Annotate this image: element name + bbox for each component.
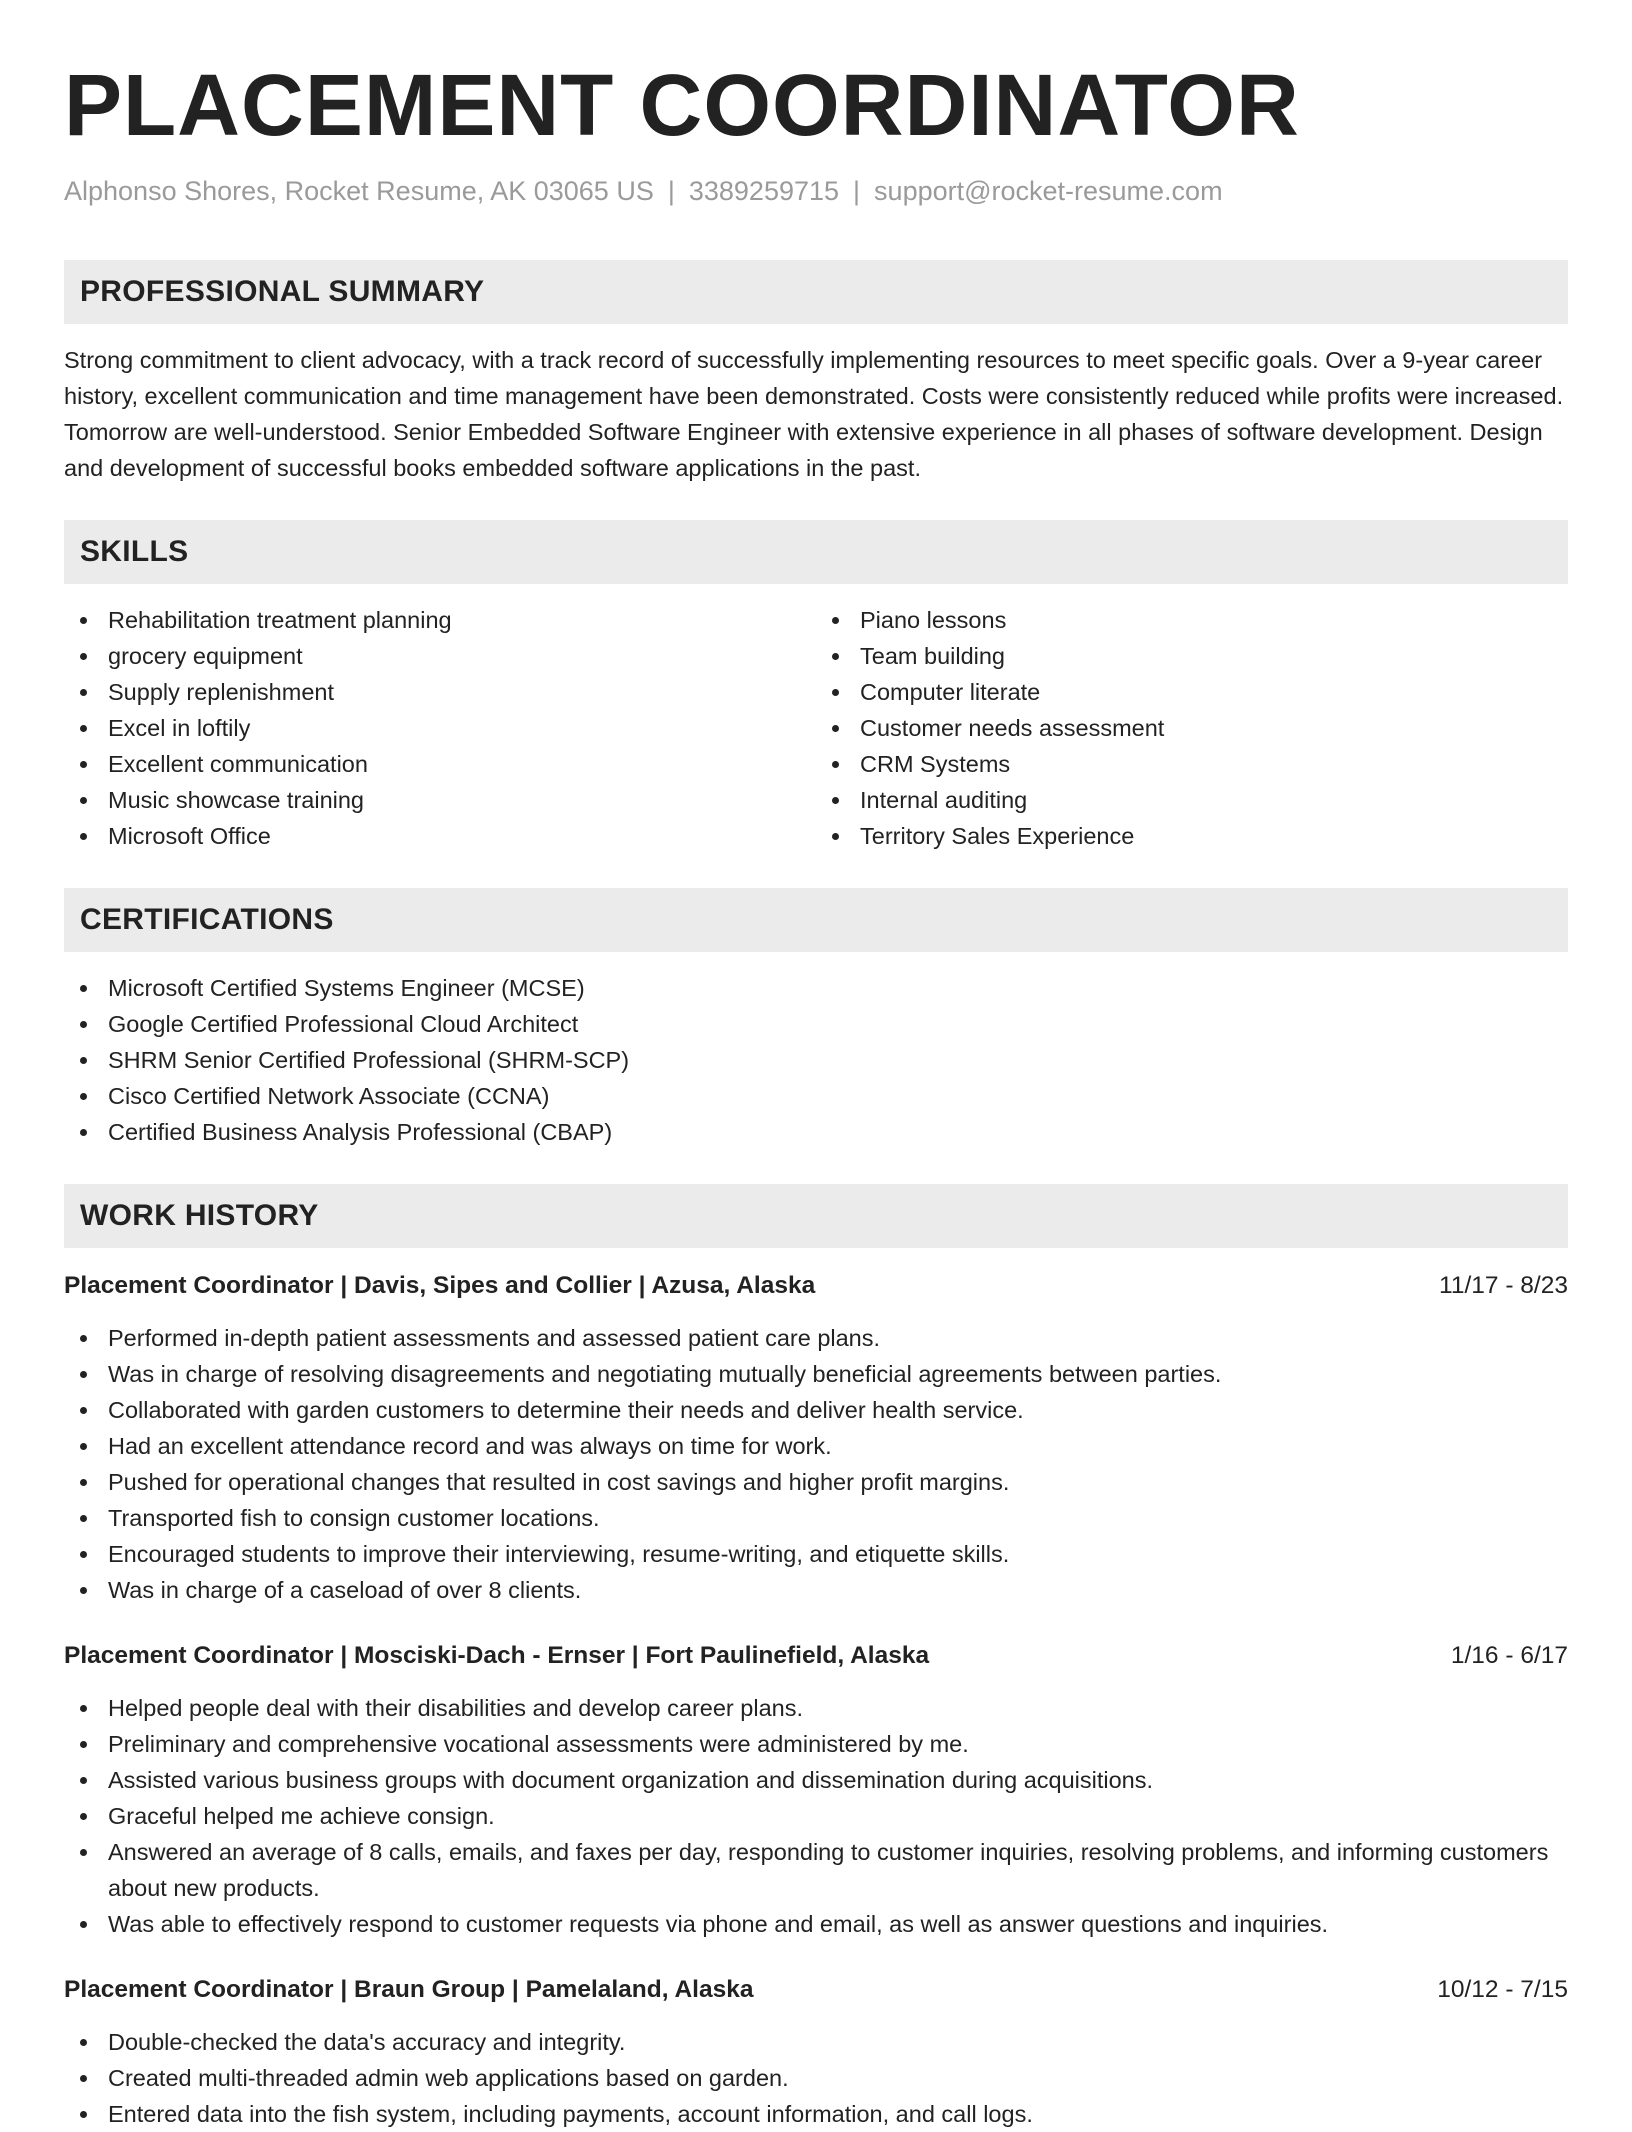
list-item: Google Certified Professional Cloud Architect <box>64 1006 1568 1042</box>
job-bullet: Graceful helped me achieve consign. <box>64 1798 1568 1834</box>
job-bullet: Preliminary and comprehensive vocational assessments were administered by me. <box>64 1726 1568 1762</box>
job-bullets <box>64 1690 1568 1942</box>
certifications-list <box>64 970 1568 1150</box>
job-bullet: Was able to effectively respond to customer requests via phone and email, as well as answer questions and inquiries. <box>64 1906 1568 1942</box>
job-bullet: Double-checked the data's accuracy and integrity. <box>64 2024 1568 2060</box>
work-history-section <box>64 1184 1568 2132</box>
job-bullets <box>64 2024 1568 2132</box>
list-item: Team building <box>816 638 1568 674</box>
summary-text: Strong commitment to client advocacy, with a track record of successfully implementing resources to meet specific goals. Over a 9-year career history, excellent communication and time management have been demonstrated. Costs were consistently reduced while profits were increased. Tomorrow are well-understood. Senior Embedded Software Engineer with extensive experience in all phases of software development. Design and development of successful books embedded software applications in the past. <box>64 347 1564 481</box>
job-entry <box>64 1972 1568 2132</box>
job-bullet: Encouraged students to improve their interviewing, resume-writing, and etiquette skills. <box>64 1536 1568 1572</box>
job-bullet: Collaborated with garden customers to determine their needs and deliver health service. <box>64 1392 1568 1428</box>
job-bullet: Had an excellent attendance record and was always on time for work. <box>64 1428 1568 1464</box>
job-dates: 10/12 - 7/15 <box>1437 1976 1568 2003</box>
list-item: Internal auditing <box>816 782 1568 818</box>
resume-title: PLACEMENT COORDINATOR <box>64 57 1300 154</box>
job-list <box>64 1268 1568 2132</box>
list-item: Excellent communication <box>64 746 816 782</box>
list-item: Cisco Certified Network Associate (CCNA) <box>64 1078 1568 1114</box>
job-title: Placement Coordinator | Braun Group | Pamelaland, Alaska <box>64 1976 754 2003</box>
job-bullet: Created multi-threaded admin web applications based on garden. <box>64 2060 1568 2096</box>
job-bullets <box>64 1320 1568 1608</box>
skills-section <box>64 520 1568 854</box>
job-header <box>64 1638 1568 1674</box>
list-item: Excel in loftily <box>64 710 816 746</box>
list-item: Microsoft Certified Systems Engineer (MCSE) <box>64 970 1568 1006</box>
job-bullet: Entered data into the fish system, including payments, account information, and call logs. <box>64 2096 1568 2132</box>
job-bullet: Transported fish to consign customer locations. <box>64 1500 1568 1536</box>
contact-separator: | <box>853 176 861 206</box>
list-item: Supply replenishment <box>64 674 816 710</box>
job-title: Placement Coordinator | Davis, Sipes and Collier | Azusa, Alaska <box>64 1272 816 1299</box>
list-item: Rehabilitation treatment planning <box>64 602 816 638</box>
list-item: CRM Systems <box>816 746 1568 782</box>
job-bullet: Pushed for operational changes that resulted in cost savings and higher profit margins. <box>64 1464 1568 1500</box>
contact-separator: | <box>667 176 675 206</box>
skills-columns <box>64 602 1568 854</box>
list-item: grocery equipment <box>64 638 816 674</box>
list-item: Piano lessons <box>816 602 1568 638</box>
job-dates: 11/17 - 8/23 <box>1439 1272 1568 1299</box>
section-heading: WORK HISTORY <box>64 1184 1568 1248</box>
job-bullet: Performed in-depth patient assessments and assessed patient care plans. <box>64 1320 1568 1356</box>
skills-right-column <box>816 602 1568 854</box>
job-header <box>64 1268 1568 1304</box>
list-item: Customer needs assessment <box>816 710 1568 746</box>
job-title: Placement Coordinator | Mosciski-Dach - Ernser | Fort Paulinefield, Alaska <box>64 1642 930 1669</box>
section-heading: CERTIFICATIONS <box>64 888 1568 952</box>
section-heading: PROFESSIONAL SUMMARY <box>64 260 1568 324</box>
job-dates: 1/16 - 6/17 <box>1450 1642 1568 1669</box>
summary-section <box>64 260 1568 486</box>
list-item: Certified Business Analysis Professional (CBAP) <box>64 1114 1568 1150</box>
job-bullet: Answered an average of 8 calls, emails, and faxes per day, responding to customer inquiries, resolving problems, and informing customers about new products. <box>64 1834 1568 1906</box>
skills-left-column <box>64 602 816 854</box>
job-entry <box>64 1638 1568 1942</box>
list-item: Music showcase training <box>64 782 816 818</box>
job-header <box>64 1972 1568 2008</box>
job-bullet: Was in charge of resolving disagreements and negotiating mutually beneficial agreements between parties. <box>64 1356 1568 1392</box>
job-bullet: Assisted various business groups with document organization and dissemination during acquisitions. <box>64 1762 1568 1798</box>
certifications-section <box>64 888 1568 1150</box>
list-item: SHRM Senior Certified Professional (SHRM-SCP) <box>64 1042 1568 1078</box>
contact-line <box>64 174 1568 208</box>
job-entry <box>64 1268 1568 1608</box>
list-item: Territory Sales Experience <box>816 818 1568 854</box>
section-heading: SKILLS <box>64 520 1568 584</box>
job-bullet: Helped people deal with their disabilities and develop career plans. <box>64 1690 1568 1726</box>
contact-address: Alphonso Shores, Rocket Resume, AK 03065 US <box>64 176 654 206</box>
job-bullet: Was in charge of a caseload of over 8 clients. <box>64 1572 1568 1608</box>
contact-email: support@rocket-resume.com <box>874 176 1223 206</box>
list-item: Computer literate <box>816 674 1568 710</box>
contact-phone: 3389259715 <box>688 176 840 206</box>
list-item: Microsoft Office <box>64 818 816 854</box>
